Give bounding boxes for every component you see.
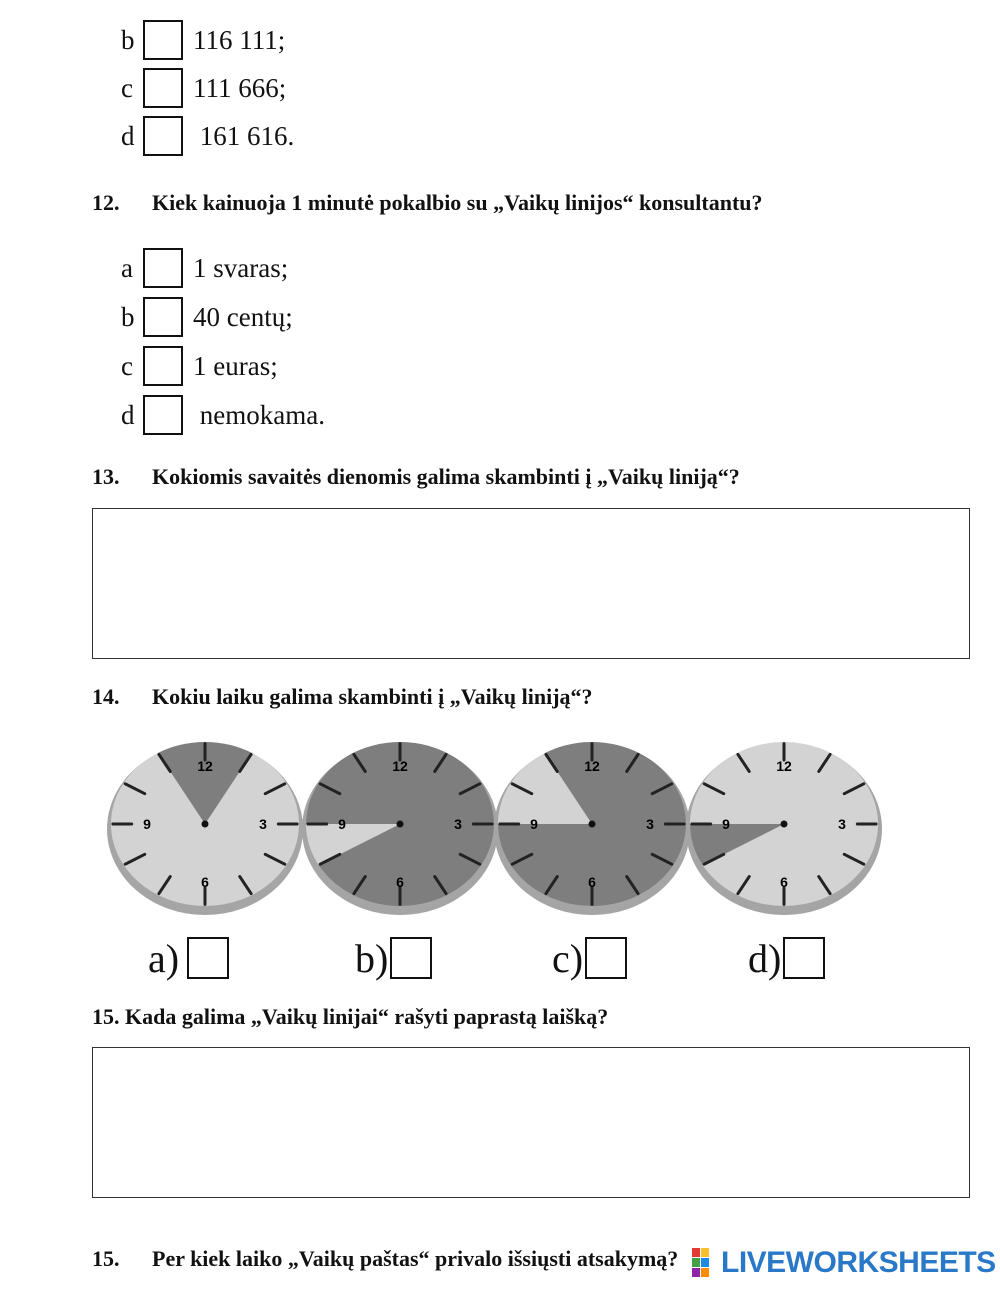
numeral-12: 12 [392, 758, 408, 774]
clock-b [298, 735, 498, 917]
numeral-9: 9 [338, 816, 346, 832]
option-text: 116 111; [193, 24, 286, 55]
question-15b [92, 1246, 678, 1272]
option-letter: c [121, 72, 133, 103]
question-12 [92, 190, 763, 216]
numeral-12: 12 [776, 758, 792, 774]
question-14 [92, 684, 593, 710]
q12-option-c [121, 344, 278, 388]
q14-checkbox-b[interactable] [390, 937, 432, 979]
option-label: d) [748, 935, 782, 981]
numeral-6: 6 [588, 874, 596, 890]
question-13 [92, 464, 740, 490]
q14-checkbox-a[interactable] [187, 937, 229, 979]
q12-checkbox-b[interactable] [143, 297, 183, 337]
q12-checkbox-d[interactable] [143, 395, 183, 435]
clock-center [589, 821, 596, 828]
option-text: 161 616. [193, 120, 295, 151]
question-15a [92, 1004, 608, 1030]
question-text: Per kiek laiko „Vaikų paštas“ privalo išsiųsti atsakymą? [152, 1246, 679, 1271]
clock-center [202, 821, 209, 828]
q12-option-d [121, 393, 325, 437]
option-text: 111 666; [193, 72, 287, 103]
question-number: 12. [92, 190, 120, 215]
numeral-3: 3 [454, 816, 462, 832]
numeral-6: 6 [396, 874, 404, 890]
logo-mark-icon [692, 1248, 718, 1278]
q14-option-d [748, 932, 825, 984]
q11-checkbox-d[interactable] [143, 116, 183, 156]
q14-option-b [355, 932, 432, 984]
numeral-9: 9 [143, 816, 151, 832]
question-text: Kiek kainuoja 1 minutė pokalbio su „Vaikų linijos“ konsultantu? [152, 190, 763, 215]
q12-checkbox-a[interactable] [143, 248, 183, 288]
option-label: a) [148, 935, 180, 981]
option-text: 40 centų; [193, 301, 293, 332]
question-text: Kokiomis savaitės dienomis galima skambinti į „Vaikų liniją“? [152, 464, 740, 489]
question-text: Kokiu laiku galima skambinti į „Vaikų liniją“? [152, 684, 593, 709]
numeral-3: 3 [646, 816, 654, 832]
option-letter: d [121, 399, 135, 430]
q11-option-c [121, 66, 286, 110]
option-letter: d [121, 120, 135, 151]
q11-option-b [121, 18, 285, 62]
option-letter: a [121, 252, 133, 283]
option-label: b) [355, 935, 389, 981]
clock-c [490, 735, 690, 917]
numeral-6: 6 [780, 874, 788, 890]
q11-checkbox-b[interactable] [143, 20, 183, 60]
clock-center [781, 821, 788, 828]
option-letter: b [121, 24, 135, 55]
q11-checkbox-c[interactable] [143, 68, 183, 108]
option-text: 1 svaras; [193, 252, 289, 283]
clock-a [103, 735, 303, 917]
numeral-3: 3 [259, 816, 267, 832]
q12-checkbox-c[interactable] [143, 346, 183, 386]
numeral-6: 6 [201, 874, 209, 890]
option-text: 1 euras; [193, 350, 278, 381]
q14-option-c [552, 932, 627, 984]
numeral-9: 9 [530, 816, 538, 832]
question-number: 14. [92, 684, 120, 709]
liveworksheets-logo [692, 1246, 996, 1280]
q14-option-a [148, 932, 229, 984]
numeral-12: 12 [197, 758, 213, 774]
option-letter: c [121, 350, 133, 381]
q14-checkbox-c[interactable] [585, 937, 627, 979]
q13-answer-field[interactable] [92, 508, 970, 659]
question-text: 15. Kada galima „Vaikų linijai“ rašyti paprastą laišką? [92, 1004, 609, 1029]
question-number: 15. [92, 1246, 120, 1271]
clock-center [397, 821, 404, 828]
q12-option-b [121, 295, 293, 339]
numeral-3: 3 [838, 816, 846, 832]
q15a-answer-field[interactable] [92, 1047, 970, 1198]
option-label: c) [552, 935, 584, 981]
logo-text: LIVEWORKSHEETS [721, 1246, 996, 1279]
option-letter: b [121, 301, 135, 332]
numeral-12: 12 [584, 758, 600, 774]
q11-option-d [121, 114, 294, 158]
question-number: 13. [92, 464, 120, 489]
q12-option-a [121, 246, 288, 290]
clock-d [682, 735, 882, 917]
numeral-9: 9 [722, 816, 730, 832]
q14-checkbox-d[interactable] [783, 937, 825, 979]
option-text: nemokama. [193, 399, 325, 430]
